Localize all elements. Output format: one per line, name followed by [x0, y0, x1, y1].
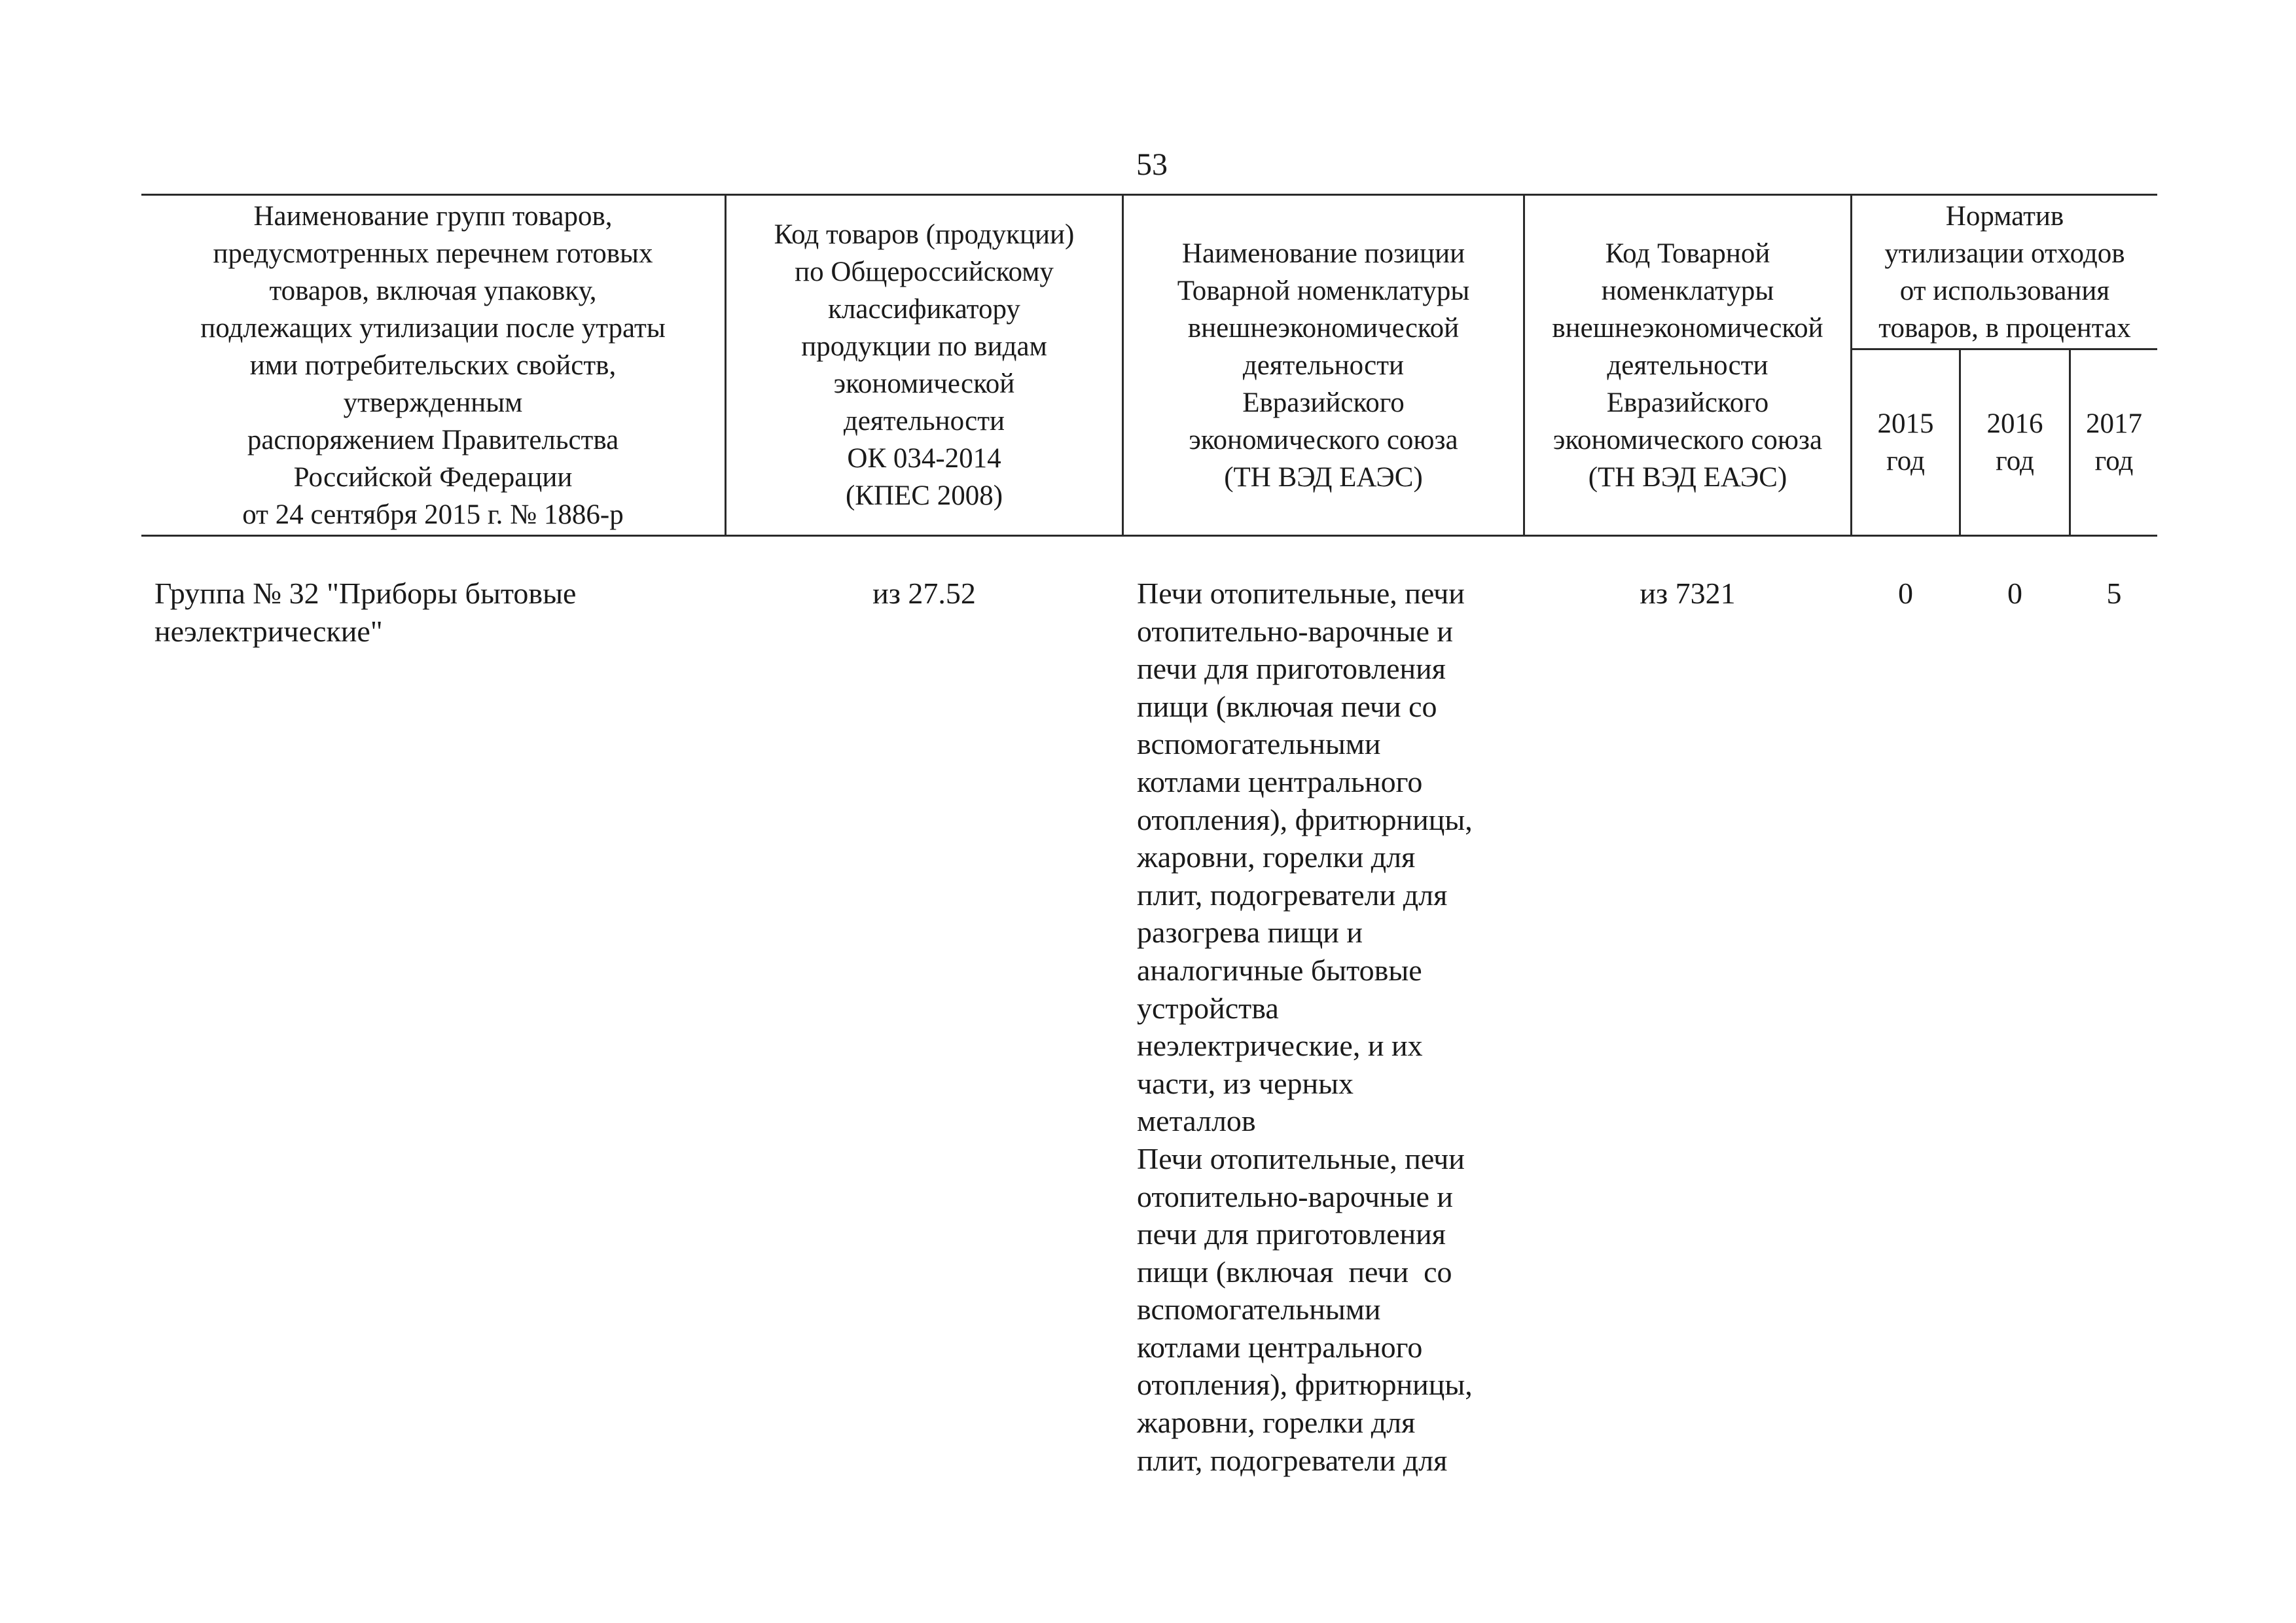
header-year-2016: 2016 год — [1986, 408, 2043, 476]
table-header-bottom-rule — [141, 535, 2157, 537]
tnved-code-cell: из 7321 — [1640, 577, 1736, 610]
norm-2015-value: 0 — [1898, 577, 1913, 610]
header-recycling-norm: Норматив утилизации отходов от использования товаров, в процентах — [1878, 200, 2131, 344]
header-year-2015: 2015 год — [1877, 408, 1934, 476]
header-tnved-code: Код Товарной номенклатуры внешнеэкономической деятельности Евразийского экономического союза (ТН ВЭД ЕАЭС) — [1552, 238, 1823, 493]
okpd-code-cell: из 27.52 — [872, 577, 976, 610]
header-tnved-name: Наименование позиции Товарной номенклатуры внешнеэкономической деятельности Евразийского экономического союза (ТН ВЭД ЕАЭС) — [1177, 238, 1470, 493]
page-number: 53 — [1136, 147, 1168, 182]
norm-2016-value: 0 — [2007, 577, 2022, 610]
header-group-name: Наименование групп товаров, предусмотренных перечнем готовых товаров, включая упаковку, подлежащих утилизации после утраты ими потребительских свойств, утвержденным распоряжением Правительства Российской Федерации от 24 сентября 2015 г. № 1886-р — [200, 200, 666, 530]
tnved-name-cell: Печи отопительные, печи отопительно-варочные и печи для приготовления пищи (включая печи со вспомогательными котлами центрального отопления), фритюрницы, жаровни, горелки для плит, подогреватели для разогрева пищи и аналогичные бытовые устройства неэлектрические, и их части, из черных металлов Печи отопительные, печи отопительно-варочные и печи для приготовления пищи (включая печи со вспомогательными котлами центрального отопления), фритюрницы, жаровни, горелки для плит, подогреватели для — [1137, 577, 1473, 1477]
header-okpd-code: Код товаров (продукции) по Общероссийскому классификатору продукции по видам экономической деятельности ОК 034-2014 (КПЕС 2008) — [774, 219, 1075, 511]
header-year-2017: 2017 год — [2086, 408, 2142, 476]
norm-2017-value: 5 — [2106, 577, 2122, 610]
group-name-cell: Группа № 32 "Приборы бытовые неэлектрические" — [154, 577, 577, 648]
